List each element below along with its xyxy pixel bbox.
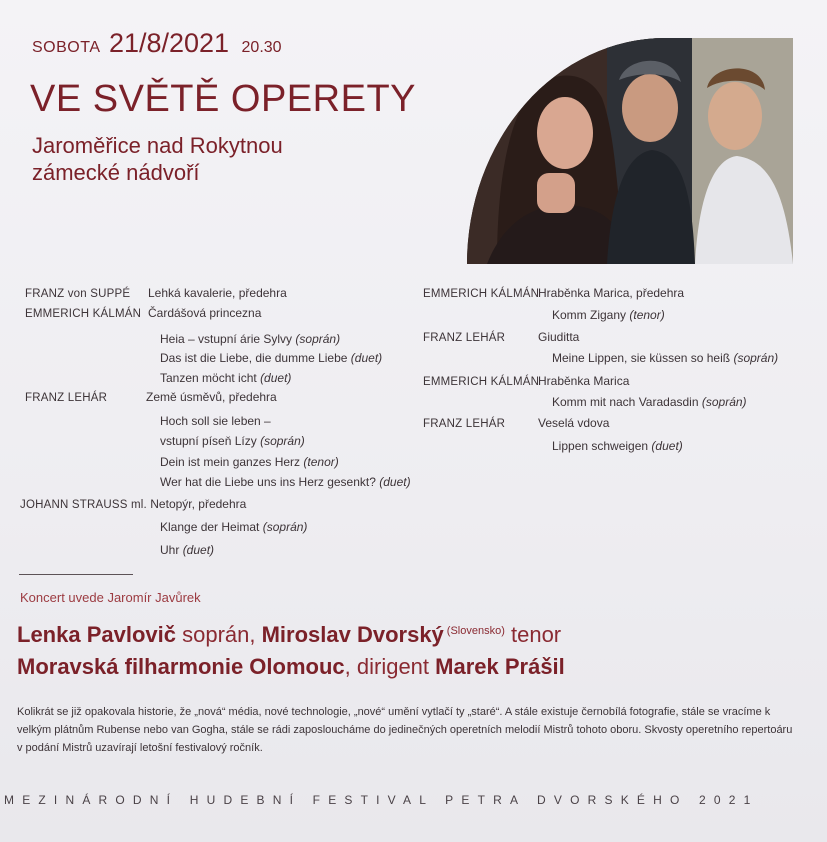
piece: vstupní píseň Lízy bbox=[160, 434, 257, 448]
soprano-role: soprán, bbox=[175, 622, 262, 647]
program-entry bbox=[423, 416, 505, 430]
program-entry bbox=[423, 286, 539, 300]
soprano-name: Lenka Pavlovič bbox=[17, 622, 176, 647]
program-work: Netopýr, předehra bbox=[150, 497, 247, 511]
program-entry bbox=[423, 330, 505, 344]
composer: FRANZ LEHÁR bbox=[423, 332, 506, 344]
program-entry bbox=[423, 374, 539, 388]
host-line: Koncert uvede Jaromír Javůrek bbox=[20, 590, 201, 605]
composer: EMMERICH KÁLMÁN bbox=[25, 308, 142, 320]
voice: (duet) bbox=[260, 371, 292, 385]
program-work: Hraběnka Marica, předehra bbox=[538, 286, 685, 300]
voice: (duet) bbox=[651, 439, 683, 453]
program-entry bbox=[25, 286, 130, 300]
venue bbox=[32, 132, 283, 186]
divider bbox=[19, 574, 133, 575]
program-item bbox=[160, 371, 291, 385]
conductor-name: Marek Prášil bbox=[435, 654, 565, 679]
voice: (soprán) bbox=[260, 434, 305, 448]
venue-place: zámecké nádvoří bbox=[32, 160, 200, 185]
concert-title: VE SVĚTĚ OPERETY bbox=[30, 78, 416, 120]
piece: Heia – vstupní árie Sylvy bbox=[160, 332, 293, 346]
program-work: Veselá vdova bbox=[538, 416, 610, 430]
piece: Das ist die Liebe, die dumme Liebe bbox=[160, 351, 348, 365]
program-work: Čardášová princezna bbox=[148, 306, 262, 320]
program-work: Lehká kavalerie, předehra bbox=[148, 286, 287, 300]
program-work: Hraběnka Marica bbox=[538, 374, 630, 388]
voice: (soprán) bbox=[733, 351, 779, 365]
festival-footer: MEZINÁRODNÍ HUDEBNÍ FESTIVAL PETRA DVORSKÉHO 2021 bbox=[4, 793, 759, 807]
venue-town: Jaroměřice nad Rokytnou bbox=[32, 133, 283, 158]
composer: FRANZ LEHÁR bbox=[423, 418, 506, 430]
program-item bbox=[160, 332, 340, 346]
composer: EMMERICH KÁLMÁN bbox=[423, 288, 540, 300]
program-item bbox=[160, 455, 339, 469]
piece: Komm Zigany bbox=[552, 308, 627, 322]
tenor-name: Miroslav Dvorský bbox=[261, 622, 444, 647]
voice: (soprán) bbox=[262, 520, 308, 534]
date-row bbox=[32, 28, 282, 59]
piece: Komm mit nach Varadasdin bbox=[552, 395, 699, 409]
voice: (duet) bbox=[379, 475, 411, 489]
program-work: Giuditta bbox=[538, 330, 580, 344]
date-label: 21/8/2021 bbox=[108, 28, 230, 58]
program-item bbox=[552, 439, 683, 453]
piece: Klange der Heimat bbox=[160, 520, 260, 534]
program-item bbox=[160, 351, 382, 365]
composer: FRANZ LEHÁR bbox=[25, 392, 108, 404]
program-entry bbox=[25, 390, 107, 404]
voice: (soprán) bbox=[295, 332, 341, 346]
voice: (duet) bbox=[350, 351, 383, 365]
program-entry bbox=[20, 497, 246, 511]
program-entry bbox=[25, 306, 141, 320]
program-item bbox=[552, 351, 778, 365]
composer: JOHANN STRAUSS ml. bbox=[20, 499, 147, 511]
program-item bbox=[160, 434, 305, 448]
program-work: Země úsměvů, předehra bbox=[146, 390, 277, 404]
soloists-line bbox=[17, 622, 561, 648]
piece: Meine Lippen, sie küssen so heiß bbox=[552, 351, 731, 365]
composer: FRANZ von SUPPÉ bbox=[25, 288, 131, 300]
voice: (soprán) bbox=[701, 395, 747, 409]
piece: Hoch soll sie leben – bbox=[160, 414, 271, 428]
conductor-role: , dirigent bbox=[344, 654, 436, 679]
description: Kolikrát se již opakovala historie, že „nová“ média, nové technologie, „nové“ umění vytlačí ty „staré“. A stále existuje černobílá fotografie, stále se vracíme k velkým plátnům Rubense nebo van Gogha, stále se rádi zaposloucháme do jedinečných operetních melodií Mistrů tohoto oboru. Skvosty operetního repertoáru v podání Mistrů uzavírají letošní festivalový ročník. bbox=[17, 706, 793, 754]
orchestra-line bbox=[17, 654, 565, 680]
performers-photo bbox=[467, 38, 793, 264]
time-label: 20.30 bbox=[241, 39, 282, 56]
program-item bbox=[160, 520, 307, 534]
voice: (duet) bbox=[182, 543, 215, 557]
program-item bbox=[160, 475, 411, 489]
program-item bbox=[552, 395, 747, 409]
piece: Lippen schweigen bbox=[552, 439, 649, 453]
tenor-country: (Slovensko) bbox=[446, 624, 505, 637]
day-label: SOBOTA bbox=[32, 39, 101, 56]
program-item bbox=[552, 308, 665, 322]
tenor-role: tenor bbox=[504, 622, 562, 647]
program-item bbox=[160, 414, 271, 428]
orchestra-name: Moravská filharmonie Olomouc bbox=[17, 654, 345, 679]
piece: Wer hat die Liebe uns ins Herz gesenkt? bbox=[160, 475, 376, 489]
piece: Uhr bbox=[160, 543, 180, 557]
piece: Tanzen möcht icht bbox=[160, 371, 257, 385]
program-item bbox=[160, 543, 214, 557]
voice: (tenor) bbox=[629, 308, 665, 322]
composer: EMMERICH KÁLMÁN bbox=[423, 376, 540, 388]
voice: (tenor) bbox=[303, 455, 339, 469]
performers-photo-image bbox=[467, 38, 793, 264]
piece: Dein ist mein ganzes Herz bbox=[160, 455, 301, 469]
